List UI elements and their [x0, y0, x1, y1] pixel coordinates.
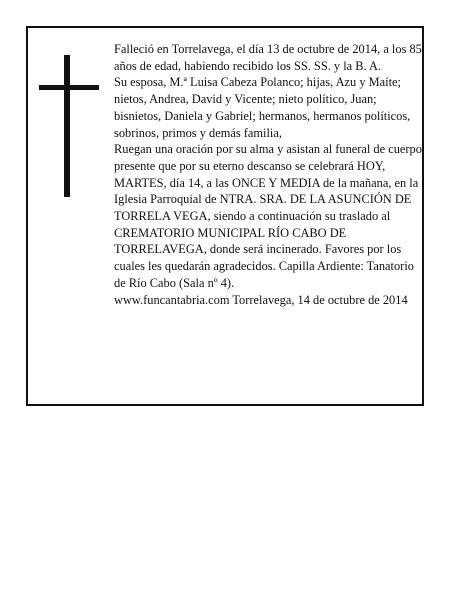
cross-vertical-bar: [64, 55, 70, 197]
family-paragraph: Su esposa, M.ª Luisa Cabeza Polanco; hijas, Azu y Maíte; nietos, Andrea, David y Vicente; nieto político, Juan; bisnietos, Daniela y Gabriel; hermanos, hermanos políticos, sobrinos, primos y demás familia,: [114, 75, 411, 140]
obituary-text: [114, 41, 424, 308]
footer-line: www.funcantabria.com Torrelavega, 14 de octubre de 2014: [114, 292, 408, 307]
obituary-notice: [26, 26, 424, 406]
cross-horizontal-bar: [39, 85, 99, 90]
funeral-request-paragraph: Ruegan una oración por su alma y asistan al funeral de cuerpo presente que por su eterno descanso se celebrará HOY, MARTES, día 14, a las ONCE Y MEDIA de la mañana, en la Iglesia Parroquial de NTRA. SRA. DE LA ASUNCIÓN DE TORRELA VEGA, siendo a continuación su traslado al CREMATORIO MUNICIPAL RÍO CABO DE TORRELAVEGA, donde será incinerado. Favores por los cuales les quedarán agradecidos. Capilla Ardiente: Tanatorio de Río Cabo (Sala nº 4).: [114, 142, 422, 290]
death-notice-paragraph: Falleció en Torrelavega, el día 13 de octubre de 2014, a los 85 años de edad, habiendo recibido los SS. SS. y la B. A.: [114, 42, 422, 73]
cross-icon: [39, 55, 99, 197]
